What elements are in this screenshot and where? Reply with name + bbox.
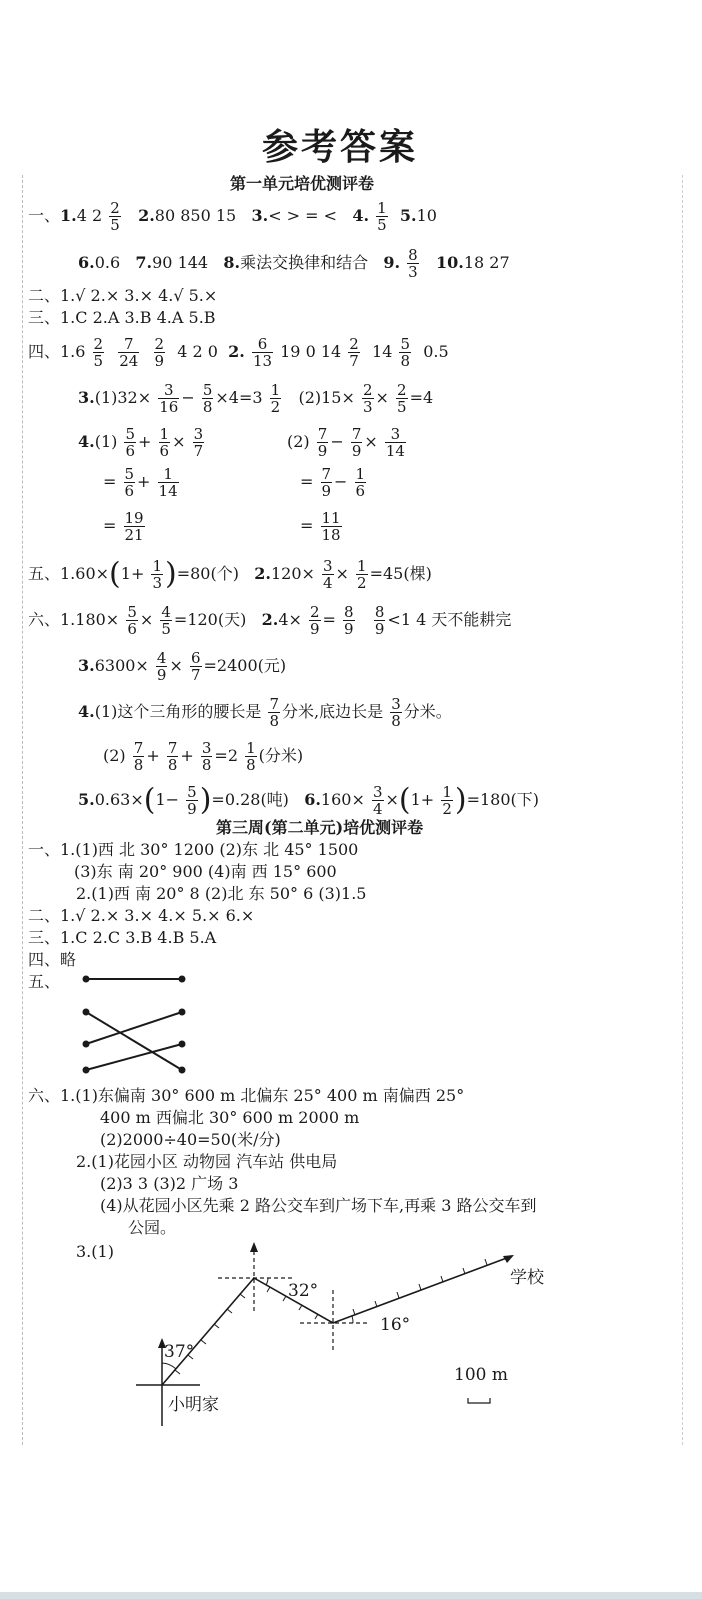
answer-row-1-2: 6.0.6 7.90 144 8.乘法交换律和结合 9. $\frac{8}{3}$ 10.18 27 bbox=[78, 246, 510, 281]
answer-row-6-1: 六、1.180× $\frac{5}{6}$ × $\frac{4}{5}$ =120(天) 2.4× $\frac{2}{9}$ = $\frac{8}{9}$ $\frac{8}{9}$ <1 4 天不能耕完 bbox=[28, 603, 512, 638]
answer-line-5: 三、1.C 2.C 3.B 4.B 5.A bbox=[28, 928, 217, 947]
angle-label-37: 37° bbox=[164, 1342, 195, 1362]
answer-row-6-4b: (2) $\frac{7}{8}$ + $\frac{7}{8}$ + $\frac{3}{8}$ =2 $\frac{1}{8}$ (分米) bbox=[103, 739, 304, 774]
home-label: 小明家 bbox=[168, 1395, 219, 1415]
page-title: 参考答案 bbox=[262, 126, 419, 168]
answer-row-4-4d: = $\frac{7}{9}$ − $\frac{1}{6}$ bbox=[300, 465, 366, 500]
angle-arc-16 bbox=[352, 1316, 353, 1323]
answer-row-4-4c: = $\frac{5}{6}$ + $\frac{1}{14}$ bbox=[103, 465, 178, 500]
match-line-4 bbox=[86, 1044, 182, 1070]
answer-row-6-3: 3.6300× $\frac{4}{9}$ × $\frac{6}{7}$ =2400(元) bbox=[78, 649, 287, 684]
answer-row-3: 三、1.C 2.A 3.B 4.A 5.B bbox=[28, 308, 216, 327]
match-line-2 bbox=[86, 1012, 182, 1070]
answer-row-4-4e: = $\frac{19}{21}$ bbox=[103, 509, 144, 544]
matching-lines-figure bbox=[70, 972, 200, 1082]
answer-line-15: 3.(1) bbox=[76, 1242, 114, 1261]
answer-line-8: 六、1.(1)东偏南 30° 600 m 北偏东 25° 400 m 南偏西 25° bbox=[28, 1086, 465, 1105]
angle-label-32: 32° bbox=[288, 1281, 319, 1301]
angle-label-16: 16° bbox=[380, 1315, 411, 1335]
scale-bar bbox=[468, 1398, 490, 1403]
dot bbox=[83, 1041, 90, 1048]
answer-row-4-4f: = $\frac{11}{18}$ bbox=[300, 509, 341, 544]
dot bbox=[83, 976, 90, 983]
answer-row-4-1: 四、1.6 $\frac{2}{5}$ $\frac{7}{24}$ $\frac{2}{9}$ 4 2 0 2. $\frac{6}{13}$ 19 0 14 $\frac{2}{7}$ 14 $\frac{5}{8}$ 0.5 bbox=[28, 335, 449, 370]
route-map-figure bbox=[0, 1230, 702, 1440]
answer-row-4-4a: 4.(1) $\frac{5}{6}$ + $\frac{1}{6}$ × $\frac{3}{7}$ bbox=[78, 425, 204, 460]
match-line-3 bbox=[86, 1012, 182, 1044]
answer-line-7: 五、 bbox=[28, 972, 61, 991]
section-heading-1: 第一单元培优测评卷 bbox=[230, 174, 375, 193]
scale-label: 100 m bbox=[454, 1365, 508, 1385]
answer-line-9: 400 m 西偏北 30° 600 m 2000 m bbox=[100, 1108, 360, 1127]
answer-line-10: (2)2000÷40=50(米/分) bbox=[100, 1130, 281, 1149]
answer-row-4-4b: (2) $\frac{7}{9}$ − $\frac{7}{9}$ × $\frac{3}{14}$ bbox=[287, 425, 405, 460]
dot bbox=[179, 1067, 186, 1074]
answer-row-4-3: 3.(1)32× $\frac{3}{16}$ − $\frac{5}{8}$ ×4=3 $\frac{1}{2}$ (2)15× $\frac{2}{3}$ × $\frac{2}{5}$ =4 bbox=[78, 381, 434, 416]
dot bbox=[83, 1067, 90, 1074]
answer-line-12: (2)3 3 (3)2 广场 3 bbox=[100, 1174, 239, 1193]
angle-arc-37 bbox=[162, 1363, 176, 1369]
answer-line-11: 2.(1)花园小区 动物园 汽车站 供电局 bbox=[76, 1152, 338, 1171]
bottom-band bbox=[0, 1592, 702, 1599]
section-heading-2: 第三周(第二单元)培优测评卷 bbox=[216, 818, 424, 837]
answer-line-3: 2.(1)西 南 20° 8 (2)北 东 50° 6 (3)1.5 bbox=[76, 884, 367, 903]
answer-row-6-4a: 4.(1)这个三角形的腰长是 $\frac{7}{8}$ 分米,底边长是 $\frac{3}{8}$ 分米。 bbox=[78, 695, 452, 730]
answer-row-1-1: 一、1.4 2 $\frac{2}{5}$ 2.80 850 15 3.< > = < 4. $\frac{1}{5}$ 5.10 bbox=[28, 199, 437, 234]
north-arrow-icon bbox=[250, 1242, 258, 1252]
dot bbox=[179, 1009, 186, 1016]
answer-line-14: 公园。 bbox=[128, 1218, 177, 1237]
dot bbox=[179, 976, 186, 983]
answer-line-2: (3)东 南 20° 900 (4)南 西 15° 600 bbox=[74, 862, 337, 881]
answer-row-6-5: 5.0.63×(1− $\frac{5}{9}$ )=0.28(吨) 6.160× $\frac{3}{4}$ ×(1+ $\frac{1}{2}$ )=180(下) bbox=[78, 782, 540, 818]
school-label: 学校 bbox=[510, 1268, 544, 1288]
answer-line-1: 一、1.(1)西 北 30° 1200 (2)东 北 45° 1500 bbox=[28, 840, 359, 859]
angle-arc-32 bbox=[266, 1278, 268, 1285]
answer-row-5: 五、1.60×(1+ $\frac{1}{3}$ )=80(个) 2.120× $\frac{3}{4}$ × $\frac{1}{2}$ =45(棵) bbox=[28, 556, 432, 592]
answer-row-2: 二、1.√ 2.× 3.× 4.√ 5.× bbox=[28, 286, 218, 305]
dot bbox=[83, 1009, 90, 1016]
dot bbox=[179, 1041, 186, 1048]
answer-line-6: 四、略 bbox=[28, 950, 77, 969]
answer-line-13: (4)从花园小区先乘 2 路公交车到广场下车,再乘 3 路公交车到 bbox=[100, 1196, 537, 1215]
answer-line-4: 二、1.√ 2.× 3.× 4.× 5.× 6.× bbox=[28, 906, 255, 925]
